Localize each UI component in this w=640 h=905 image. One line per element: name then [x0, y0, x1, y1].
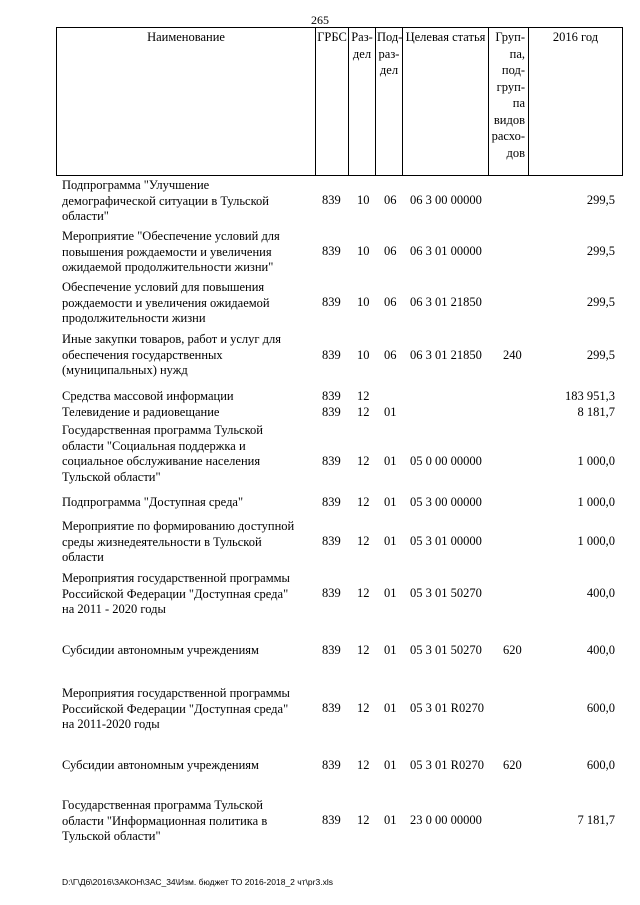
- row-name: Субсидии автономным учреждениям: [62, 643, 259, 657]
- row-razdel: 12: [357, 813, 370, 827]
- table-header: [56, 27, 623, 176]
- row-podrazdel: 06: [384, 348, 397, 362]
- header-name: Наименование: [57, 28, 316, 176]
- header-razdel: Раз-дел: [349, 28, 376, 176]
- row-razdel: 10: [357, 348, 370, 362]
- row-grbs: 839: [322, 643, 341, 657]
- row-name: Обеспечение условий для повышения рождаемости и увеличения ожидаемой продолжительности жизни: [62, 280, 270, 326]
- row-podrazdel: 01: [384, 758, 397, 772]
- row-sum: 600,0: [586, 701, 615, 715]
- row-grbs: 839: [322, 586, 341, 600]
- row-celevaya: 05 3 01 00000: [410, 534, 482, 548]
- row-gruppa: 240: [503, 348, 522, 362]
- row-grbs: 839: [322, 758, 341, 772]
- row-sum: 183 951,3: [565, 389, 615, 403]
- row-grbs: 839: [322, 495, 341, 509]
- row-razdel: 12: [357, 586, 370, 600]
- row-celevaya: 05 3 01 R0270: [410, 758, 484, 772]
- row-razdel: 12: [357, 405, 370, 419]
- row-podrazdel: 01: [384, 813, 397, 827]
- row-grbs: 839: [322, 454, 341, 468]
- row-podrazdel: 01: [384, 405, 397, 419]
- row-name: Мероприятия государственной программы Российской Федерации "Доступная среда" на 2011 - 2020 годы: [62, 571, 290, 617]
- row-grbs: 839: [322, 405, 341, 419]
- row-name: Средства массовой информации: [62, 389, 234, 403]
- row-name: Телевидение и радиовещание: [62, 405, 220, 419]
- row-celevaya: 05 3 01 50270: [410, 643, 482, 657]
- row-podrazdel: 01: [384, 495, 397, 509]
- row-name: Мероприятие по формированию доступной среды жизнедеятельности в Тульской области: [62, 519, 295, 565]
- row-razdel: 10: [357, 295, 370, 309]
- row-sum: 400,0: [586, 586, 615, 600]
- header-gruppa: Груп-па, под-груп-па видов расхо-дов: [489, 28, 529, 176]
- row-gruppa: 620: [503, 643, 522, 657]
- row-name: Мероприятие "Обеспечение условий для повышения рождаемости и увеличения ожидаемой продолжительности жизни": [62, 229, 280, 275]
- row-sum: 1 000,0: [577, 534, 615, 548]
- row-celevaya: 06 3 00 00000: [410, 193, 482, 207]
- row-podrazdel: 01: [384, 586, 397, 600]
- file-path-footer: D:\Г\Д6\2016\ЗАКОН\ЗАС_34\Изм. бюджет ТО 2016-2018_2 чт\pr3.xls: [62, 877, 333, 887]
- header-year: 2016 год: [529, 28, 623, 176]
- row-razdel: 12: [357, 643, 370, 657]
- row-razdel: 12: [357, 701, 370, 715]
- row-name: Подпрограмма "Доступная среда": [62, 495, 244, 509]
- row-sum: 600,0: [586, 758, 615, 772]
- row-sum: 1 000,0: [577, 454, 615, 468]
- row-sum: 8 181,7: [577, 405, 615, 419]
- row-podrazdel: 06: [384, 244, 397, 258]
- row-grbs: 839: [322, 389, 341, 403]
- row-grbs: 839: [322, 534, 341, 548]
- page-number: 265: [311, 13, 329, 27]
- row-razdel: 12: [357, 495, 370, 509]
- row-sum: 299,5: [586, 244, 615, 258]
- row-name: Иные закупки товаров, работ и услуг для обеспечения государственных (муниципальных) нужд: [62, 332, 282, 378]
- row-name: Субсидии автономным учреждениям: [62, 758, 259, 772]
- row-sum: 299,5: [586, 193, 615, 207]
- row-celevaya: 05 3 00 00000: [410, 495, 482, 509]
- row-razdel: 12: [357, 758, 370, 772]
- row-gruppa: 620: [503, 758, 522, 772]
- row-podrazdel: 01: [384, 534, 397, 548]
- row-grbs: 839: [322, 813, 341, 827]
- row-sum: 1 000,0: [577, 495, 615, 509]
- row-podrazdel: 01: [384, 643, 397, 657]
- row-name: Мероприятия государственной программы Российской Федерации "Доступная среда" на 2011-2020 годы: [62, 686, 290, 732]
- row-podrazdel: 01: [384, 701, 397, 715]
- row-grbs: 839: [322, 244, 341, 258]
- row-razdel: 10: [357, 244, 370, 258]
- row-grbs: 839: [322, 701, 341, 715]
- row-celevaya: 05 3 01 R0270: [410, 701, 484, 715]
- row-celevaya: 06 3 01 21850: [410, 348, 482, 362]
- row-razdel: 12: [357, 389, 370, 403]
- row-name: Подпрограмма "Улучшение демографической ситуации в Тульской области": [62, 178, 269, 224]
- header-celevaya: Целевая статья: [403, 28, 489, 176]
- row-sum: 299,5: [586, 295, 615, 309]
- row-podrazdel: 01: [384, 454, 397, 468]
- row-sum: 7 181,7: [577, 813, 615, 827]
- header-podrazdel: Под-раз-дел: [376, 28, 403, 176]
- row-celevaya: 05 0 00 00000: [410, 454, 482, 468]
- header-grbs: ГРБС: [316, 28, 349, 176]
- row-celevaya: 05 3 01 50270: [410, 586, 482, 600]
- row-name: Государственная программа Тульской области "Информационная политика в Тульской области": [62, 798, 268, 844]
- row-celevaya: 06 3 01 21850: [410, 295, 482, 309]
- row-razdel: 12: [357, 454, 370, 468]
- row-podrazdel: 06: [384, 295, 397, 309]
- row-sum: 400,0: [586, 643, 615, 657]
- row-razdel: 12: [357, 534, 370, 548]
- row-sum: 299,5: [586, 348, 615, 362]
- row-grbs: 839: [322, 295, 341, 309]
- row-name: Государственная программа Тульской области "Социальная поддержка и социальное обслуживание населения Тульской области": [62, 423, 263, 484]
- row-razdel: 10: [357, 193, 370, 207]
- row-grbs: 839: [322, 348, 341, 362]
- row-celevaya: 06 3 01 00000: [410, 244, 482, 258]
- row-celevaya: 23 0 00 00000: [410, 813, 482, 827]
- row-podrazdel: 06: [384, 193, 397, 207]
- row-grbs: 839: [322, 193, 341, 207]
